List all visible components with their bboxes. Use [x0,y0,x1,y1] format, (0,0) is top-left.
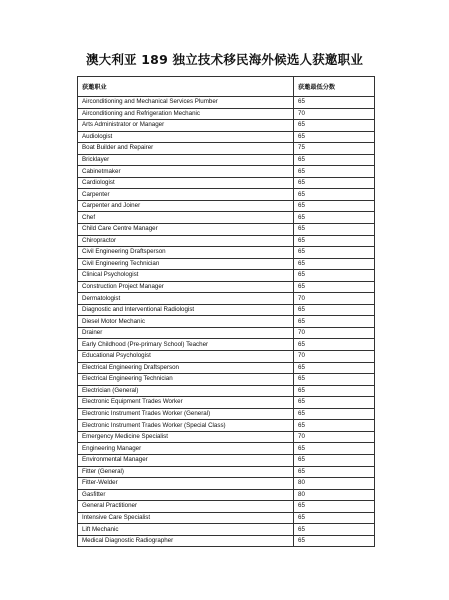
table-body [78,97,375,547]
occupation-cell: Early Childhood (Pre-primary School) Teacher [78,339,294,351]
table-row [78,420,375,432]
min-score-cell: 65 [294,270,375,282]
table-row [78,339,375,351]
table-row [78,235,375,247]
occupation-cell: Electronic Instrument Trades Worker (General) [78,408,294,420]
min-score-cell: 65 [294,304,375,316]
occupation-cell: Drainer [78,327,294,339]
min-score-cell: 70 [294,351,375,363]
min-score-cell: 65 [294,454,375,466]
table-row [78,454,375,466]
table-row [78,293,375,305]
table-row [78,397,375,409]
occupation-cell: Arts Administrator or Manager [78,120,294,132]
min-score-cell: 65 [294,247,375,259]
table-row [78,351,375,363]
table-row [78,374,375,386]
occupation-cell: Audiologist [78,131,294,143]
table-row [78,108,375,120]
occupation-cell: Carpenter and Joiner [78,200,294,212]
min-score-cell: 80 [294,489,375,501]
occupation-cell: Civil Engineering Technician [78,258,294,270]
occupation-cell: Chiropractor [78,235,294,247]
table-row [78,501,375,513]
occupation-cell: Environmental Manager [78,454,294,466]
occupation-cell: Engineering Manager [78,443,294,455]
min-score-cell: 65 [294,535,375,547]
min-score-cell: 65 [294,224,375,236]
occupation-cell: Construction Project Manager [78,281,294,293]
occupation-cell: Intensive Care Specialist [78,512,294,524]
occupation-cell: Cabinetmaker [78,166,294,178]
table-row [78,478,375,490]
min-score-cell: 65 [294,120,375,132]
table-row [78,327,375,339]
min-score-cell: 75 [294,143,375,155]
occupation-cell: Gasfitter [78,489,294,501]
min-score-cell: 65 [294,154,375,166]
occupation-cell: Cardiologist [78,177,294,189]
table-row [78,466,375,478]
min-score-cell: 65 [294,420,375,432]
occupation-cell: Medical Diagnostic Radiographer [78,535,294,547]
table-row [78,120,375,132]
occupation-cell: Boat Builder and Repairer [78,143,294,155]
occupation-table [77,76,375,547]
table-row [78,512,375,524]
min-score-cell: 65 [294,281,375,293]
table-row [78,362,375,374]
table-row [78,258,375,270]
min-score-cell: 65 [294,501,375,513]
min-score-cell: 65 [294,97,375,109]
min-score-cell: 65 [294,362,375,374]
occupation-cell: Clinical Psychologist [78,270,294,282]
min-score-cell: 65 [294,166,375,178]
table-row [78,189,375,201]
occupation-cell: Civil Engineering Draftsperson [78,247,294,259]
occupation-cell: Emergency Medicine Specialist [78,431,294,443]
min-score-cell: 65 [294,408,375,420]
min-score-cell: 65 [294,466,375,478]
table-row [78,281,375,293]
min-score-cell: 65 [294,316,375,328]
min-score-cell: 65 [294,524,375,536]
occupation-cell: Fitter-Welder [78,478,294,490]
header-min-score: 获邀最低分数 [294,77,375,97]
min-score-cell: 65 [294,131,375,143]
table-row [78,489,375,501]
table-row [78,535,375,547]
occupation-cell: Educational Psychologist [78,351,294,363]
table-row [78,166,375,178]
occupation-cell: Lift Mechanic [78,524,294,536]
table-row [78,143,375,155]
min-score-cell: 65 [294,385,375,397]
min-score-cell: 70 [294,431,375,443]
header-occupation: 获邀职业 [78,77,294,97]
occupation-cell: Diagnostic and Interventional Radiologist [78,304,294,316]
table-header-row [78,77,375,97]
min-score-cell: 65 [294,374,375,386]
table-row [78,443,375,455]
min-score-cell: 65 [294,212,375,224]
min-score-cell: 65 [294,443,375,455]
min-score-cell: 70 [294,327,375,339]
occupation-cell: Chef [78,212,294,224]
table-row [78,224,375,236]
table-row [78,408,375,420]
occupation-cell: Electronic Instrument Trades Worker (Special Class) [78,420,294,432]
min-score-cell: 65 [294,189,375,201]
min-score-cell: 70 [294,108,375,120]
table-row [78,131,375,143]
occupation-cell: Dermatologist [78,293,294,305]
occupation-cell: Airconditioning and Refrigeration Mechanic [78,108,294,120]
table-row [78,200,375,212]
occupation-cell: Electrical Engineering Technician [78,374,294,386]
min-score-cell: 70 [294,293,375,305]
table-row [78,385,375,397]
occupation-cell: Electrician (General) [78,385,294,397]
table-row [78,247,375,259]
min-score-cell: 65 [294,235,375,247]
table-row [78,304,375,316]
table-row [78,270,375,282]
table-row [78,97,375,109]
table-row [78,431,375,443]
min-score-cell: 65 [294,512,375,524]
min-score-cell: 65 [294,397,375,409]
min-score-cell: 80 [294,478,375,490]
document-title: 澳大利亚 189 独立技术移民海外候选人获邀职业 [85,52,364,67]
min-score-cell: 65 [294,339,375,351]
table-row [78,316,375,328]
min-score-cell: 65 [294,200,375,212]
occupation-cell: General Practitioner [78,501,294,513]
occupation-cell: Bricklayer [78,154,294,166]
table-row [78,177,375,189]
min-score-cell: 65 [294,258,375,270]
occupation-cell: Fitter (General) [78,466,294,478]
occupation-cell: Diesel Motor Mechanic [78,316,294,328]
occupation-cell: Electronic Equipment Trades Worker [78,397,294,409]
table-row [78,524,375,536]
occupation-cell: Airconditioning and Mechanical Services Plumber [78,97,294,109]
table-row [78,154,375,166]
min-score-cell: 65 [294,177,375,189]
occupation-cell: Child Care Centre Manager [78,224,294,236]
table-row [78,212,375,224]
occupation-cell: Carpenter [78,189,294,201]
occupation-cell: Electrical Engineering Draftsperson [78,362,294,374]
